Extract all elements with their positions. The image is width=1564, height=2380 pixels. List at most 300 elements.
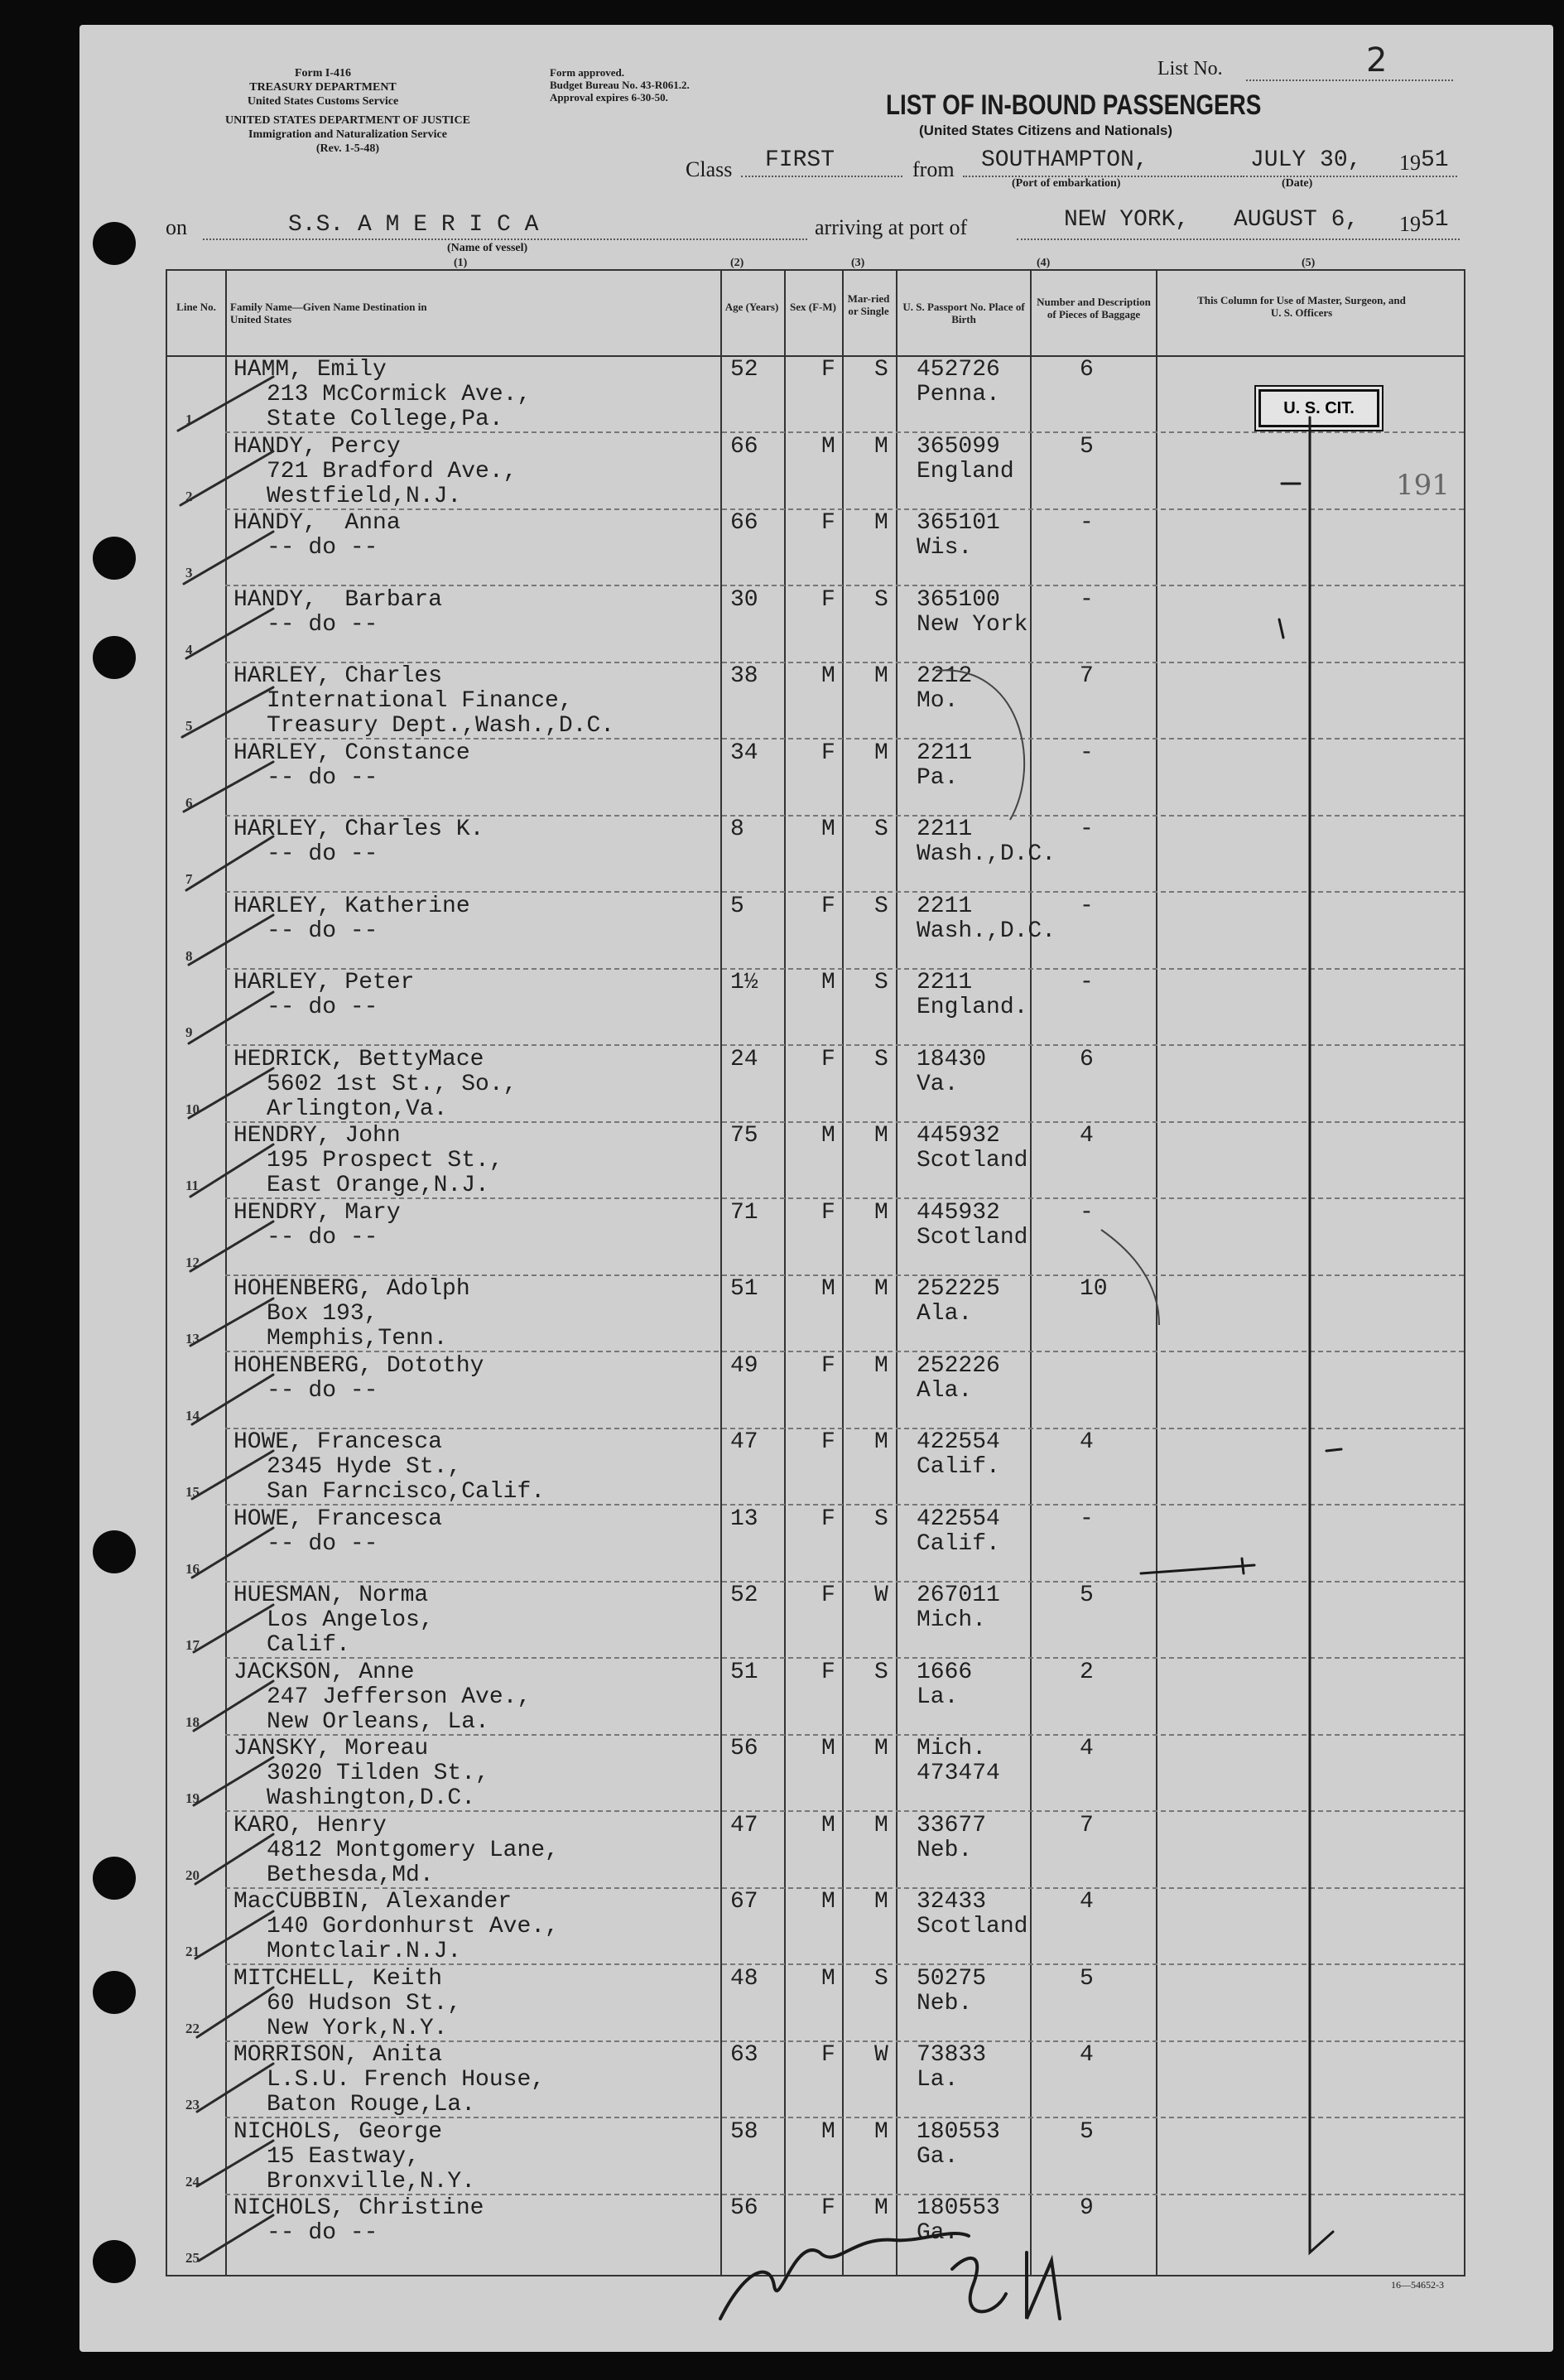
marital-status: M (874, 1276, 888, 1302)
destination-line-1: -- do -- (267, 611, 378, 638)
age: 52 (730, 357, 758, 383)
marital-status: M (874, 1889, 888, 1915)
passport-number: 50275 (917, 1965, 987, 1992)
table-row (167, 2119, 1464, 2195)
passenger-name: NICHOLS, George (233, 2118, 443, 2145)
passenger-name: HAMM, Emily (233, 357, 387, 383)
marital-status: S (874, 970, 888, 995)
sex: F (821, 2042, 835, 2068)
form-id-block (199, 66, 447, 108)
passenger-name: HENDRY, Mary (233, 1199, 401, 1226)
marital-status: W (874, 1583, 888, 1608)
line-number: 9 (185, 1024, 193, 1040)
passenger-name: HENDRY, John (233, 1123, 401, 1149)
age: 52 (730, 1583, 758, 1608)
table-row (167, 1123, 1464, 1199)
place-of-birth: Scotland (917, 1224, 1028, 1250)
destination-line-2: Westfield,N.J. (267, 483, 462, 509)
destination-line-2: Memphis,Tenn. (267, 1326, 448, 1351)
sex: M (821, 970, 835, 995)
baggage-count: 6 (1080, 1046, 1094, 1072)
class-value: FIRST (765, 147, 835, 173)
place-of-birth: Wash.,D.C. (917, 841, 1056, 867)
treasury-dept: TREASURY DEPARTMENT (249, 81, 397, 94)
age: 51 (730, 1659, 758, 1685)
destination-line-1: -- do -- (267, 995, 378, 1020)
passport-number: 2212 (917, 663, 973, 689)
line-number: 20 (185, 1867, 200, 1883)
passenger-name: HARLEY, Constance (233, 740, 470, 766)
sex: F (821, 510, 835, 536)
marital-status: M (874, 1812, 888, 1838)
destination-line-1: Los Angelos, (267, 1607, 434, 1633)
age: 47 (730, 1812, 758, 1838)
passport-number: 365099 (917, 433, 1000, 460)
place-of-birth: Va. (917, 1071, 959, 1097)
col-header-officers: This Column for Use of Master, Surgeon, and U. S. Officers (1197, 294, 1406, 319)
on-label: on (166, 215, 187, 239)
baggage-count: 4 (1080, 1889, 1094, 1915)
table-row (167, 1276, 1464, 1352)
punch-hole (93, 1971, 136, 2014)
passport-number: 2211 (917, 740, 973, 766)
age: 1½ (730, 970, 758, 995)
baggage-count: - (1080, 740, 1094, 766)
passenger-name: HANDY, Percy (233, 433, 401, 460)
table-row (167, 817, 1464, 893)
line-number: 1 (185, 412, 193, 427)
line-number: 23 (185, 2097, 200, 2113)
us-citizen-stamp: U. S. CIT. (1258, 389, 1379, 427)
passenger-name: HARLEY, Katherine (233, 893, 470, 919)
table-row (167, 2042, 1464, 2118)
vessel-line (203, 238, 807, 240)
list-number-label: List No. (1157, 58, 1223, 79)
sex: M (821, 2118, 835, 2145)
place-of-birth: Scotland (917, 1148, 1028, 1173)
col-number-4: (4) (1037, 257, 1051, 269)
destination-line-2: Calif. (267, 1632, 350, 1658)
line-number: 2 (185, 488, 193, 504)
place-of-birth: Calif. (917, 1530, 1000, 1557)
destination-line-1: 247 Jefferson Ave., (267, 1684, 532, 1710)
passenger-name: HEDRICK, BettyMace (233, 1046, 484, 1072)
place-of-birth: England. (917, 995, 1028, 1020)
arrival-year-prefix: 19 (1399, 212, 1421, 236)
line-number: 6 (185, 794, 193, 811)
marital-status: M (874, 1352, 888, 1379)
destination-line-1: 2345 Hyde St., (267, 1454, 462, 1480)
sex: F (821, 1046, 835, 1072)
destination-line-1: -- do -- (267, 841, 378, 867)
sex: F (821, 893, 835, 919)
destination-line-1: 195 Prospect St., (267, 1148, 503, 1173)
passenger-name: MITCHELL, Keith (233, 1965, 443, 1992)
sex: M (821, 1889, 835, 1915)
embarkation-date: JULY 30, (1250, 147, 1362, 173)
approval-block (550, 66, 690, 104)
customs-service: United States Customs Service (247, 95, 399, 108)
marital-status: M (874, 1429, 888, 1455)
destination-line-2: New Orleans, La. (267, 1708, 489, 1735)
punch-hole (93, 2240, 136, 2283)
table-row (167, 1966, 1464, 2042)
destination-line-2: Washington,D.C. (267, 1785, 476, 1811)
col-header-name: Family Name—Given Name Destination in United States (230, 301, 427, 325)
marital-status: S (874, 1506, 888, 1532)
vessel-caption: (Name of vessel) (447, 242, 528, 254)
passport-number: 252225 (917, 1276, 1000, 1302)
port-caption: (Port of embarkation) (1012, 177, 1121, 190)
passenger-name: MacCUBBIN, Alexander (233, 1889, 513, 1915)
sex: M (821, 1736, 835, 1761)
vessel-name: S.S. A M E R I C A (288, 212, 539, 238)
passport-number: 73833 (917, 2042, 987, 2068)
destination-line-1: 15 Eastway, (267, 2143, 420, 2170)
sex: F (821, 1583, 835, 1608)
arrival-port: NEW YORK, (1064, 207, 1190, 233)
passenger-name: HARLEY, Peter (233, 970, 415, 995)
passenger-name: NICHOLS, Christine (233, 2195, 484, 2221)
line-number: 16 (185, 1560, 200, 1577)
arriving-label: arriving at port of (815, 215, 968, 239)
passenger-name: HOHENBERG, Dotothy (233, 1352, 484, 1379)
destination-line-1: 60 Hudson St., (267, 1990, 462, 2016)
age: 51 (730, 1276, 758, 1302)
marital-status: S (874, 893, 888, 919)
age: 75 (730, 1123, 758, 1149)
table-row (167, 1736, 1464, 1812)
passport-number: 267011 (917, 1583, 1000, 1608)
place-of-birth: Ga. (917, 2220, 959, 2246)
age: 56 (730, 2195, 758, 2221)
table-row (167, 1660, 1464, 1736)
page-title: LIST OF IN-BOUND PASSENGERS (886, 89, 1262, 121)
justice-block (157, 113, 538, 156)
marital-status: M (874, 740, 888, 766)
line-number: 14 (185, 1407, 200, 1424)
place-of-birth: Neb. (917, 1990, 973, 2016)
line-number: 25 (185, 2250, 200, 2266)
passport-number: 445932 (917, 1123, 1000, 1149)
col-header-passport: U. S. Passport No. Place of Birth (902, 301, 1025, 325)
destination-line-2: Arlington,Va. (267, 1096, 448, 1122)
passenger-table (166, 269, 1465, 2276)
col-header-age: Age (Years) (724, 301, 779, 313)
table-row (167, 1200, 1464, 1276)
passenger-name: HARLEY, Charles (233, 663, 443, 689)
passport-number: 32433 (917, 1889, 987, 1915)
place-of-birth: Mich. (917, 1607, 987, 1633)
list-number-line (1246, 79, 1453, 81)
marital-status: M (874, 433, 888, 460)
place-of-birth: Penna. (917, 382, 1000, 407)
age: 8 (730, 817, 744, 842)
place-of-birth: Ga. (917, 2143, 959, 2170)
destination-line-1: -- do -- (267, 918, 378, 944)
line-number: 3 (185, 565, 193, 581)
passenger-name: JANSKY, Moreau (233, 1736, 429, 1761)
col-header-baggage: Number and Description of Pieces of Baggage (1037, 296, 1151, 320)
line-number: 10 (185, 1101, 200, 1117)
punch-hole (93, 537, 136, 580)
passport-number: 422554 (917, 1506, 1000, 1532)
destination-line-2: Bethesda,Md. (267, 1862, 434, 1888)
destination-line-1: -- do -- (267, 1224, 378, 1250)
sex: F (821, 1199, 835, 1226)
place-of-birth: Wis. (917, 535, 973, 561)
justice-dept: UNITED STATES DEPARTMENT OF JUSTICE (225, 114, 470, 127)
table-row (167, 970, 1464, 1046)
class-label: Class (686, 157, 733, 181)
table-row (167, 1889, 1464, 1965)
date-caption: (Date) (1282, 177, 1313, 190)
baggage-count: 5 (1080, 1965, 1094, 1992)
sex: F (821, 1352, 835, 1379)
from-label: from (912, 157, 955, 181)
destination-line-1: -- do -- (267, 1530, 378, 1557)
table-row (167, 1429, 1464, 1506)
destination-line-1: Box 193, (267, 1301, 378, 1327)
baggage-count: 4 (1080, 1123, 1094, 1149)
line-number: 17 (185, 1637, 200, 1653)
embarkation-year-prefix: 19 (1399, 151, 1421, 175)
passenger-name: HOWE, Francesca (233, 1429, 443, 1455)
destination-line-1: -- do -- (267, 2220, 378, 2246)
place-of-birth: Scotland (917, 1914, 1028, 1939)
table-row (167, 894, 1464, 970)
marital-status: W (874, 2042, 888, 2068)
table-row (167, 587, 1464, 663)
sex: F (821, 586, 835, 613)
arrival-year: 51 (1421, 207, 1449, 233)
destination-line-1: -- do -- (267, 1377, 378, 1404)
sex: M (821, 1965, 835, 1992)
destination-line-2: State College,Pa. (267, 407, 503, 432)
destination-line-1: -- do -- (267, 535, 378, 561)
line-number: 5 (185, 718, 193, 734)
punch-hole (93, 1530, 136, 1573)
line-number: 18 (185, 1713, 200, 1730)
sex: M (821, 817, 835, 842)
line-number: 19 (185, 1790, 200, 1806)
passenger-name: HOWE, Francesca (233, 1506, 443, 1532)
place-of-birth: New York (917, 611, 1028, 638)
age: 38 (730, 663, 758, 689)
marital-status: S (874, 1659, 888, 1685)
destination-line-1: 140 Gordonhurst Ave., (267, 1914, 559, 1939)
marital-status: M (874, 2195, 888, 2221)
col-number-1: (1) (454, 257, 468, 269)
destination-line-2: Bronxville,N.Y. (267, 2168, 476, 2195)
date-line (1246, 176, 1457, 177)
arrival-line (1017, 238, 1460, 240)
list-number-value: 2 (1366, 41, 1388, 79)
punch-hole (93, 1857, 136, 1900)
sex: F (821, 2195, 835, 2221)
age: 58 (730, 2118, 758, 2145)
table-row (167, 1506, 1464, 1583)
destination-line-1: International Finance, (267, 688, 573, 714)
baggage-count: 7 (1080, 1812, 1094, 1838)
line-number: 7 (185, 871, 193, 887)
table-row (167, 1353, 1464, 1429)
age: 24 (730, 1046, 758, 1072)
baggage-count: 2 (1080, 1659, 1094, 1685)
place-of-birth: Wash.,D.C. (917, 918, 1056, 944)
age: 48 (730, 1965, 758, 1992)
marital-status: M (874, 1736, 888, 1761)
marital-status: M (874, 510, 888, 536)
baggage-count: 7 (1080, 663, 1094, 689)
embarkation-year: 51 (1421, 147, 1449, 173)
baggage-count: 5 (1080, 1583, 1094, 1608)
passport-number: 33677 (917, 1812, 987, 1838)
sex: M (821, 1276, 835, 1302)
marital-status: S (874, 586, 888, 613)
place-of-birth: Neb. (917, 1837, 973, 1863)
place-of-birth: La. (917, 2067, 959, 2093)
destination-line-1: 5602 1st St., So., (267, 1071, 517, 1097)
passport-number: 2211 (917, 817, 973, 842)
passport-number: 180553 (917, 2195, 1000, 2221)
table-row (167, 1583, 1464, 1659)
line-number: 24 (185, 2173, 200, 2190)
destination-line-1: 4812 Montgomery Lane, (267, 1837, 559, 1863)
table-row (167, 740, 1464, 817)
line-number: 8 (185, 947, 193, 964)
passenger-name: JACKSON, Anne (233, 1659, 415, 1685)
col-number-2: (2) (730, 257, 744, 269)
place-of-birth: Ala. (917, 1301, 973, 1327)
passport-number: 445932 (917, 1199, 1000, 1226)
destination-line-1: 3020 Tilden St., (267, 1761, 489, 1786)
table-row (167, 663, 1464, 740)
destination-line-1: L.S.U. French House, (267, 2067, 546, 2093)
passenger-name: MORRISON, Anita (233, 2042, 443, 2068)
age: 66 (730, 433, 758, 460)
place-of-birth: La. (917, 1684, 959, 1710)
baggage-count: - (1080, 970, 1094, 995)
baggage-count: 6 (1080, 357, 1094, 383)
marital-status: S (874, 357, 888, 383)
destination-line-1: -- do -- (267, 764, 378, 791)
destination-line-2: Treasury Dept.,Wash.,D.C. (267, 713, 615, 739)
age: 47 (730, 1429, 758, 1455)
place-of-birth: 473474 (917, 1761, 1000, 1786)
col-header-married: Mar-ried or Single (847, 292, 890, 317)
sex: M (821, 1123, 835, 1149)
passport-number: 422554 (917, 1429, 1000, 1455)
table-row (167, 434, 1464, 510)
table-row (167, 510, 1464, 586)
arrival-date: AUGUST 6, (1234, 207, 1359, 233)
age: 34 (730, 740, 758, 766)
sex: F (821, 1506, 835, 1532)
baggage-count: 10 (1080, 1276, 1108, 1302)
form-print-code: 16—54652-3 (1391, 2279, 1444, 2291)
marital-status: S (874, 817, 888, 842)
baggage-count: 9 (1080, 2195, 1094, 2221)
place-of-birth: Calif. (917, 1454, 1000, 1480)
destination-line-2: Baton Rouge,La. (267, 2092, 476, 2117)
baggage-count: 4 (1080, 2042, 1094, 2068)
age: 30 (730, 586, 758, 613)
line-number: 13 (185, 1331, 200, 1347)
marital-status: S (874, 1046, 888, 1072)
sex: F (821, 357, 835, 383)
sex: F (821, 1429, 835, 1455)
passenger-name: HOHENBERG, Adolph (233, 1276, 470, 1302)
destination-line-1: 213 McCormick Ave., (267, 382, 532, 407)
table-row (167, 1047, 1464, 1123)
passenger-name: HUESMAN, Norma (233, 1583, 429, 1608)
baggage-count: - (1080, 1506, 1094, 1532)
age: 63 (730, 2042, 758, 2068)
baggage-count: - (1080, 586, 1094, 613)
marital-status: S (874, 1965, 888, 1992)
page-subtitle: (United States Citizens and Nationals) (919, 123, 1173, 138)
col-number-5: (5) (1302, 257, 1316, 269)
line-number: 12 (185, 1254, 200, 1270)
class-line (741, 176, 902, 177)
place-of-birth: England (917, 458, 1014, 484)
baggage-count: 5 (1080, 2118, 1094, 2145)
passport-number: 2211 (917, 893, 973, 919)
destination-line-1: 721 Bradford Ave., (267, 458, 517, 484)
passenger-name: HARLEY, Charles K. (233, 817, 484, 842)
line-number: 11 (185, 1178, 200, 1193)
age: 13 (730, 1506, 758, 1532)
age: 66 (730, 510, 758, 536)
passport-number: Mich. (917, 1736, 987, 1761)
passport-number: 1666 (917, 1659, 973, 1685)
place-of-birth: Pa. (917, 764, 959, 791)
col-header-line: Line No. (176, 301, 216, 313)
passport-number: 452726 (917, 357, 1000, 383)
age: 49 (730, 1352, 758, 1379)
place-of-birth: Ala. (917, 1377, 973, 1404)
sex: M (821, 663, 835, 689)
marital-status: M (874, 2118, 888, 2145)
passport-number: 365100 (917, 586, 1000, 613)
form-number: Form I-416 (294, 67, 352, 79)
ins-service: Immigration and Naturalization Service (248, 128, 447, 141)
sex: F (821, 740, 835, 766)
passport-number: 18430 (917, 1046, 987, 1072)
baggage-count: 4 (1080, 1736, 1094, 1761)
passport-number: 365101 (917, 510, 1000, 536)
destination-line-2: East Orange,N.J. (267, 1173, 489, 1198)
baggage-count: 5 (1080, 433, 1094, 460)
age: 5 (730, 893, 744, 919)
passport-number: 252226 (917, 1352, 1000, 1379)
col-number-3: (3) (851, 257, 865, 269)
baggage-count: - (1080, 1199, 1094, 1226)
punch-hole (93, 222, 136, 265)
baggage-count: 4 (1080, 1429, 1094, 1455)
sex: M (821, 1812, 835, 1838)
passenger-name: HANDY, Barbara (233, 586, 443, 613)
passport-number: 2211 (917, 970, 973, 995)
line-number: 15 (185, 1484, 200, 1500)
destination-line-2: Montclair.N.J. (267, 1939, 462, 1964)
side-number: 191 (1396, 469, 1450, 502)
place-of-birth: Mo. (917, 688, 959, 714)
table-row (167, 2195, 1464, 2272)
form-revision: (Rev. 1-5-48) (315, 142, 380, 155)
age: 56 (730, 1736, 758, 1761)
